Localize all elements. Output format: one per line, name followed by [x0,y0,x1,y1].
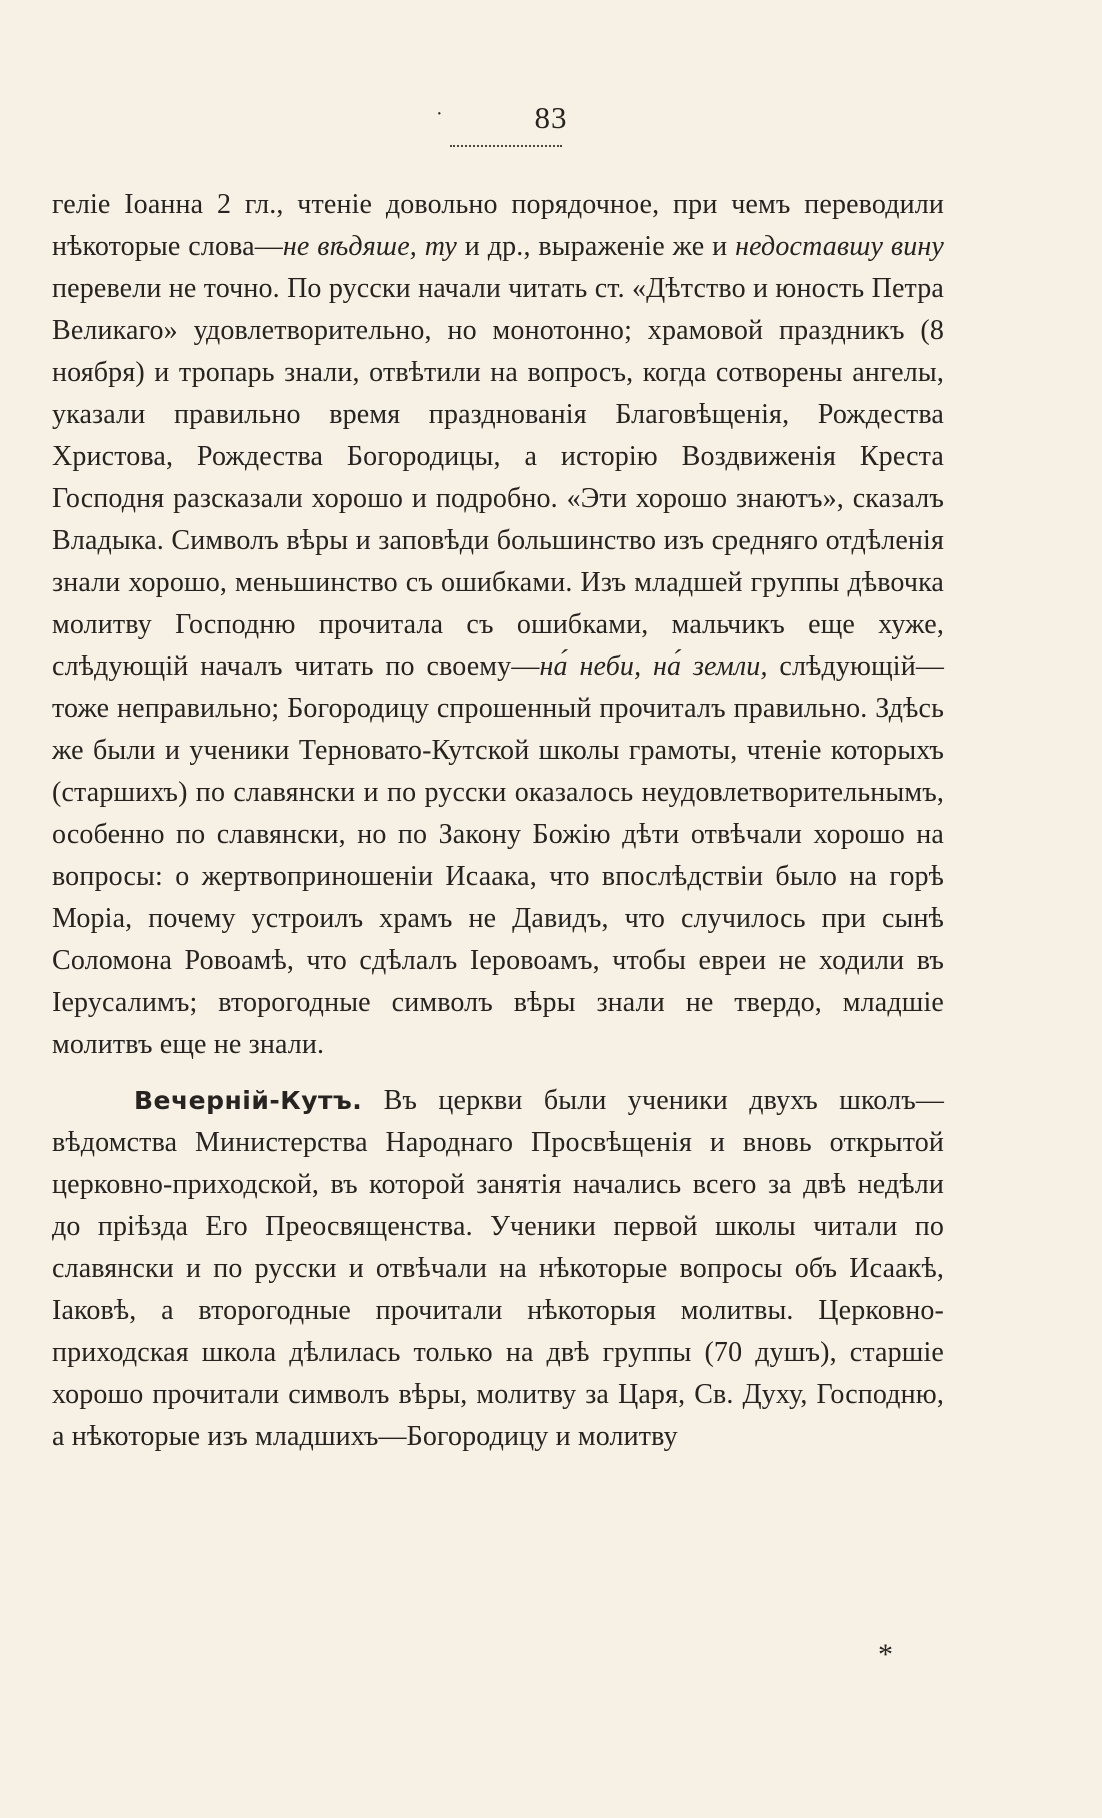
place-heading: Вечерній-Кутъ. [134,1086,363,1115]
paragraph-2-text: Въ церкви были ученики двухъ школъ—вѣдомства Министерства Народнаго Просвѣщенія и вновь открытой церковно-приходской, въ которой занятія начались всего за двѣ недѣли до пріѣзда Его Преосвященства. Ученики первой школы читали по славянски и по русски и отвѣчали на нѣкоторые вопросы объ Исаакѣ, Іаковѣ, а второгодные прочитали нѣкоторыя молитвы. Церковно-приходская школа дѣлилась только на двѣ группы (70 душъ), старшіе хорошо прочитали символъ вѣры, молитву за Царя, Св. Духу, Господню, а нѣкоторые изъ младшихъ—Богородицу и молитву [52,1085,944,1452]
footer-asterisk: * [878,1638,893,1671]
page-header [0,100,1102,136]
paragraph-1-run-3: перевели не точно. По русски начали читать ст. «Дѣтство и юность Петра Великаго» удовлетворительно, но монотонно; храмовой праздникъ (8 ноября) и тропарь знали, отвѣтили на вопросъ, когда сотворены ангелы, указали правильно время празднованія Благовѣщенія, Рождества Христова, Рождества Богородицы, а исторію Воздвиженія Креста Господня разсказали хорошо и подробно. «Эти хорошо знаютъ», сказалъ Владыка. Символъ вѣры и заповѣди большинство изъ средняго отдѣленія знали хорошо, меньшинство съ ошибками. Изъ младшей группы дѣвочка молитву Господню прочитала съ ошибками, мальчикъ еще хуже, слѣдующій началъ читать по своему— [52,273,944,682]
page-number: 83 [534,100,568,135]
paragraph-2 [52,1080,944,1458]
paragraph-1-run-4: слѣдующій—тоже неправильно; Богородицу спрошенный прочиталъ правильно. Здѣсь же были и ученики Терновато-Кутской школы грамоты, чтеніе которыхъ (старшихъ) по славянски и по русски оказалось неудовлетворительнымъ, особенно по славянски, но по Закону Божію дѣти отвѣчали хорошо на вопросы: о жертвоприношеніи Исаака, что впослѣдствіи было на горѣ Моріа, почему устроилъ храмъ не Давидъ, что случилось при сынѣ Соломона Ровоамѣ, что сдѣлалъ Іеровоамъ, чтобы евреи не ходили въ Іерусалимъ; второгодные символъ вѣры знали не твердо, младшіе молитвъ еще не знали. [52,651,944,1060]
italic-phrase-3: на́ неби, на́ земли, [539,651,768,682]
header-dot: · [436,103,443,125]
paragraph-1 [52,184,944,1066]
paragraph-1-run-2: и др., выраженіе же и [456,231,736,262]
body-text [52,184,944,1458]
header-rule [450,145,562,147]
italic-phrase-1: не вѣдяше, ту [282,231,457,262]
paragraph-1-run-1: геліе Іоанна 2 гл., чтеніе довольно порядочное, при чемъ переводили нѣкоторые слова— [52,189,944,262]
italic-phrase-2: недоставшу вину [735,231,944,262]
